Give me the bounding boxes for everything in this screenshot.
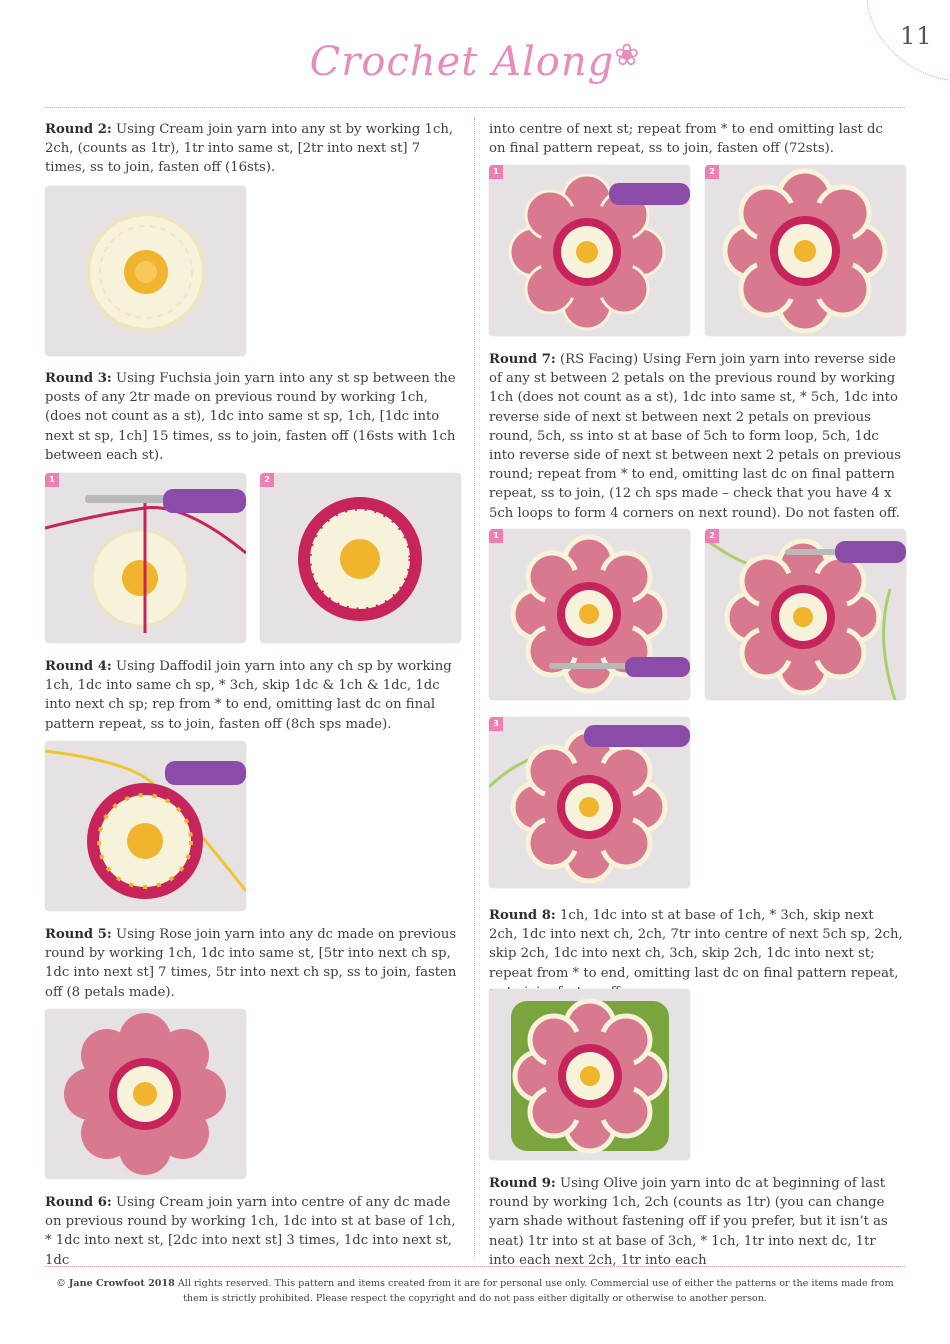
photo-number-badge: 1 xyxy=(45,473,59,487)
round-3-label: Round 3: xyxy=(45,371,112,386)
flower-icon: ❀ xyxy=(614,38,641,73)
copyright-footer xyxy=(45,1276,905,1306)
copyright-symbol: © xyxy=(56,1278,66,1289)
round-2-instructions xyxy=(45,120,457,178)
round-7-instructions xyxy=(489,350,903,523)
photo-number-badge: 1 xyxy=(489,529,503,543)
photo-round-7-step-1 xyxy=(489,529,690,700)
crochet-rose-petals-image xyxy=(45,1009,246,1179)
round-2-label: Round 2: xyxy=(45,122,112,137)
photo-round-6-step-1 xyxy=(489,165,690,336)
crochet-flower-finished-image xyxy=(705,165,906,336)
round-8-text: 1ch, 1dc into st at base of 1ch, * 3ch, skip next 2ch, 1dc into next ch, 2ch, 7tr into centre of next 5ch sp, 2ch, skip 2ch, 1dc into next ch, 3ch, skip 2ch, 1dc into next st; repeat from * to end, omitting last dc on final pattern repeat, xyxy=(489,908,903,981)
round-8-label: Round 8: xyxy=(489,908,556,923)
crochet-fuchsia-ring-image xyxy=(260,473,461,643)
header-rule xyxy=(45,107,905,108)
photo-number-badge: 2 xyxy=(705,165,719,179)
round-4-instructions xyxy=(45,657,457,734)
crochet-fern-loop-image xyxy=(705,529,906,700)
crochet-fern-join-image xyxy=(489,529,690,700)
round-6-instructions xyxy=(45,1193,457,1270)
photo-round-3-step-2 xyxy=(260,473,461,643)
photo-round-5 xyxy=(45,1009,246,1179)
round-5-text: Using Rose join yarn into any dc made on previous round by working 1ch, 1dc into same st, [5tr into next ch sp, 1dc into next st] 7 times, 5tr into next ch sp, ss to join, fasten off (8 petals made). xyxy=(45,927,457,1000)
round-9-text: Using Olive join yarn into dc at beginning of last round by working 1ch, 2ch (counts as 1tr) (you can change yarn shade without fastening off if you prefer, but it isn’t as neat) 1tr into st at base of 3ch, * 1ch, 1tr into next dc, 1tr into each next 2ch, 1tr into each xyxy=(489,1176,888,1268)
photo-round-2 xyxy=(45,186,246,356)
round-9-instructions xyxy=(489,1174,903,1270)
round-6-text: Using Cream join yarn into centre of any dc made on previous round by working 1ch, 1dc into st at base of 1ch, * 1dc into next st, [2dc into next st] 3 times, 1dc into next st, 1dc xyxy=(45,1195,456,1268)
footer-rule xyxy=(45,1266,905,1267)
round-6-continued: into centre of next st; repeat from * to end omitting last dc on final pattern repeat, ss to join, fasten off (72sts). xyxy=(489,122,883,157)
photo-round-7-step-2 xyxy=(705,529,906,700)
page-title xyxy=(0,38,950,85)
copyright-author: Jane Crowfoot 2018 xyxy=(68,1278,175,1289)
page-number: 11 xyxy=(900,22,933,50)
round-3-instructions xyxy=(45,369,457,465)
round-6-label: Round 6: xyxy=(45,1195,112,1210)
copyright-text: All rights reserved. This pattern and items created from it are for personal use only. Commercial use of either the patterns or the items made from them is strictly prohibited. Please respect the copyright and do not pass either digitally or otherwise to another person. xyxy=(174,1278,894,1304)
crochet-cream-edging-image xyxy=(489,165,690,336)
crochet-square-olive-image xyxy=(489,989,690,1160)
round-5-instructions xyxy=(45,925,457,1002)
round-7-text: (RS Facing) Using Fern join yarn into reverse side of any st between 2 petals on the previous round by working 1ch (does not count as a st), 1dc into same st, * 5ch, 1dc into reverse side of next st between next 2 petals on previous round, 5ch, ss into st at base of 5ch to form loop, 5ch, 1dc into reverse side of next st between next 2 petals on previous round; repeat from * to end, omitting last dc on final pattern repeat, ss to join, (12 ch sps made – check that you have 4 x 5ch loops to form 4 corners on next round). Do not fasten off. xyxy=(489,352,902,521)
column-divider xyxy=(474,118,475,1258)
photo-round-4 xyxy=(45,741,246,911)
photo-number-badge: 3 xyxy=(489,717,503,731)
crochet-fern-corner-image xyxy=(489,717,690,888)
photo-number-badge: 2 xyxy=(260,473,274,487)
crochet-circle-cream-image xyxy=(45,186,246,356)
photo-round-7-step-3 xyxy=(489,717,690,888)
crochet-fuchsia-join-image xyxy=(45,473,246,643)
photo-round-3-step-1 xyxy=(45,473,246,643)
photo-round-8 xyxy=(489,989,690,1160)
round-4-text: Using Daffodil join yarn into any ch sp by working 1ch, 1dc into same ch sp, * 3ch, skip 1dc & 1ch & 1dc, 1dc into next ch sp; rep from * to end, omitting last dc on final pattern repeat, ss to join, fasten off (8ch sps made). xyxy=(45,659,452,732)
photo-round-6-step-2 xyxy=(705,165,906,336)
photo-number-badge: 1 xyxy=(489,165,503,179)
photo-number-badge: 2 xyxy=(705,529,719,543)
round-7-label: Round 7: xyxy=(489,352,556,367)
round-5-label: Round 5: xyxy=(45,927,112,942)
crochet-daffodil-round-image xyxy=(45,741,246,911)
page-title-text: Crochet Along xyxy=(309,39,615,85)
round-9-label: Round 9: xyxy=(489,1176,556,1191)
round-3-text: Using Fuchsia join yarn into any st sp between the posts of any 2tr made on previous round by working 1ch, (does not count as a st), 1dc into same st sp, 1ch, [1dc into next st sp, 1ch] 15 times, ss to join, fasten off (16sts with 1ch between each st). xyxy=(45,371,456,463)
round-8-instructions xyxy=(489,906,903,1002)
round-4-label: Round 4: xyxy=(45,659,112,674)
round-2-text: Using Cream join yarn into any st by working 1ch, 2ch, (counts as 1tr), 1tr into same st, [2tr into next st] 7 times, ss to join, fasten off (16sts). xyxy=(45,122,454,176)
